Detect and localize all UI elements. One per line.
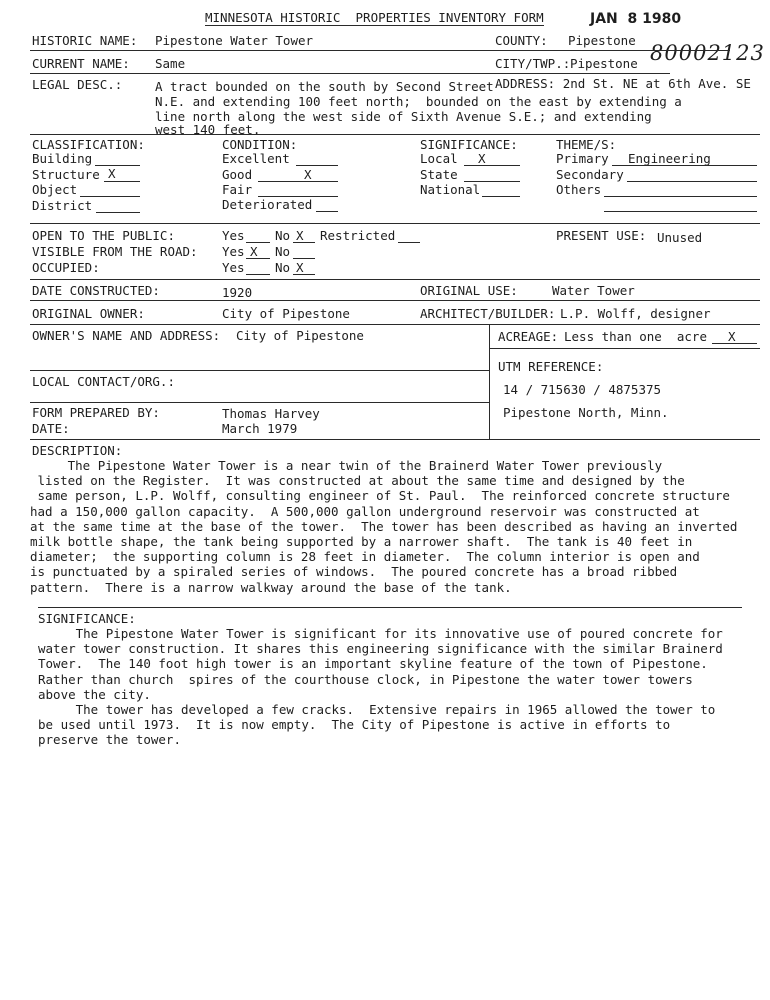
theme-others-label: Others xyxy=(556,182,602,197)
legal-line-4: west 140 feet. xyxy=(155,122,261,137)
date-constructed-value: 1920 xyxy=(222,285,253,300)
legal-address: ADDRESS: 2nd St. NE at 6th Ave. SE xyxy=(495,76,751,91)
sig-national: National xyxy=(420,182,481,197)
historic-name-label: HISTORIC NAME: xyxy=(32,33,138,48)
present-use-value: Unused xyxy=(657,230,703,245)
county-value: Pipestone xyxy=(568,33,636,48)
legal-line-1: A tract bounded on the south by Second Street xyxy=(155,79,494,94)
city-label: CITY/TWP.: xyxy=(495,56,571,71)
open-yes: Yes xyxy=(222,228,245,243)
architect-value: L.P. Wolff, designer xyxy=(560,306,711,321)
sig-local-mark: X xyxy=(478,151,486,166)
owner-label: OWNER'S NAME AND ADDRESS: xyxy=(32,328,221,343)
theme-secondary-label: Secondary xyxy=(556,167,624,182)
prepared-date-label: DATE: xyxy=(32,421,70,436)
acreage-mark: X xyxy=(728,329,736,344)
theme-label: THEME/S: xyxy=(556,137,617,152)
theme-primary-label: Primary xyxy=(556,151,609,166)
acreage-value: Less than one acre xyxy=(564,329,707,344)
legal-desc-label: LEGAL DESC.: xyxy=(32,77,123,92)
sig-state: State xyxy=(420,167,458,182)
occupied-label: OCCUPIED: xyxy=(32,260,100,275)
cond-deteriorated: Deteriorated xyxy=(222,197,313,212)
class-building: Building xyxy=(32,151,93,166)
date-constructed-label: DATE CONSTRUCTED: xyxy=(32,283,160,298)
open-restricted: Restricted xyxy=(320,228,396,243)
visible-yes: Yes xyxy=(222,244,245,259)
visible-no: No xyxy=(275,244,291,259)
theme-primary-value: Engineering xyxy=(628,151,711,166)
classification-label: CLASSIFICATION: xyxy=(32,137,145,152)
class-structure-mark: X xyxy=(108,166,116,181)
date-stamp: JAN 8 1980 xyxy=(590,11,682,27)
legal-line-3: line north along the west side of Sixth Avenue S.E.; and extending xyxy=(155,109,652,124)
open-no-mark: X xyxy=(296,228,304,243)
owner-value: City of Pipestone xyxy=(236,328,364,343)
utm-label: UTM REFERENCE: xyxy=(498,359,604,374)
original-use-value: Water Tower xyxy=(552,283,635,298)
original-use-label: ORIGINAL USE: xyxy=(420,283,518,298)
open-no: No xyxy=(275,228,291,243)
occupied-yes: Yes xyxy=(222,260,245,275)
local-contact-label: LOCAL CONTACT/ORG.: xyxy=(32,374,175,389)
prepared-by-value: Thomas Harvey xyxy=(222,406,320,421)
architect-label: ARCHITECT/BUILDER: xyxy=(420,306,556,321)
cond-good-mark: X xyxy=(304,167,312,182)
significance-text: The Pipestone Water Tower is significant for its innovative use of poured concrete for water tower construction. It shares this engineering significance with the similar Brainerd Tower. The 140 foot high tower is an important skyline feature of the town of Pipestone. Rather than church spires of the courthouse clock, in Pipestone the water tower towers above the city. The tower has developed a few cracks. Extensive repairs in 1965 allowed the tower to be used until 1973. It is now empty. The City of Pipestone is active in efforts to preserve the tower. xyxy=(38,626,723,748)
significance-level-label: SIGNIFICANCE: xyxy=(420,137,518,152)
current-name-label: CURRENT NAME: xyxy=(32,56,130,71)
historic-name-value: Pipestone Water Tower xyxy=(155,33,314,48)
occupied-no: No xyxy=(275,260,291,275)
city-value: Pipestone xyxy=(570,56,638,71)
current-name-value: Same xyxy=(155,56,186,71)
cond-fair: Fair xyxy=(222,182,253,197)
prepared-by-label: FORM PREPARED BY: xyxy=(32,405,160,420)
class-district: District xyxy=(32,198,93,213)
acreage-label: ACREAGE: xyxy=(498,329,559,344)
form-title: MINNESOTA HISTORIC PROPERTIES INVENTORY FORM xyxy=(205,10,544,25)
class-object: Object xyxy=(32,182,78,197)
legal-line-2: N.E. and extending 100 feet north; bounded on the east by extending a xyxy=(155,94,682,109)
original-owner-value: City of Pipestone xyxy=(222,306,350,321)
visible-yes-mark: X xyxy=(250,244,258,259)
description-label: DESCRIPTION: xyxy=(32,443,123,458)
utm-value: 14 / 715630 / 4875375 xyxy=(503,382,662,397)
condition-label: CONDITION: xyxy=(222,137,298,152)
sig-local: Local xyxy=(420,151,458,166)
prepared-date-value: March 1979 xyxy=(222,421,298,436)
significance-label: SIGNIFICANCE: xyxy=(38,611,136,626)
reference-number: 80002123 xyxy=(650,41,765,65)
cond-good: Good xyxy=(222,167,253,182)
description-text: The Pipestone Water Tower is a near twin of the Brainerd Water Tower previously listed on the Register. It was constructed at about the same time and designed by the same person, L.P. Wolff, consulting engineer of St. Paul. The reinforced concrete structure had a 150,000 gallon capacity. A 500,000 gallon underground reservoir was constructed at at the same time at the base of the tower. The tower has been described as having an inverted milk bottle shape, the tank being supported by a narrower shaft. The tank is 40 feet in diameter; the supporting column is 28 feet in diameter. The column interior is open and is punctuated by a spiraled series of windows. The poured concrete has a broad ribbed pattern. There is a narrow walkway around the base of the tank. xyxy=(30,458,738,595)
original-owner-label: ORIGINAL OWNER: xyxy=(32,306,145,321)
open-public-label: OPEN TO THE PUBLIC: xyxy=(32,228,175,243)
quad-name: Pipestone North, Minn. xyxy=(503,405,669,420)
present-use-label: PRESENT USE: xyxy=(556,228,647,243)
visible-road-label: VISIBLE FROM THE ROAD: xyxy=(32,244,198,259)
cond-excellent: Excellent xyxy=(222,151,290,166)
occupied-no-mark: X xyxy=(296,260,304,275)
class-structure: Structure xyxy=(32,167,100,182)
county-label: COUNTY: xyxy=(495,33,548,48)
